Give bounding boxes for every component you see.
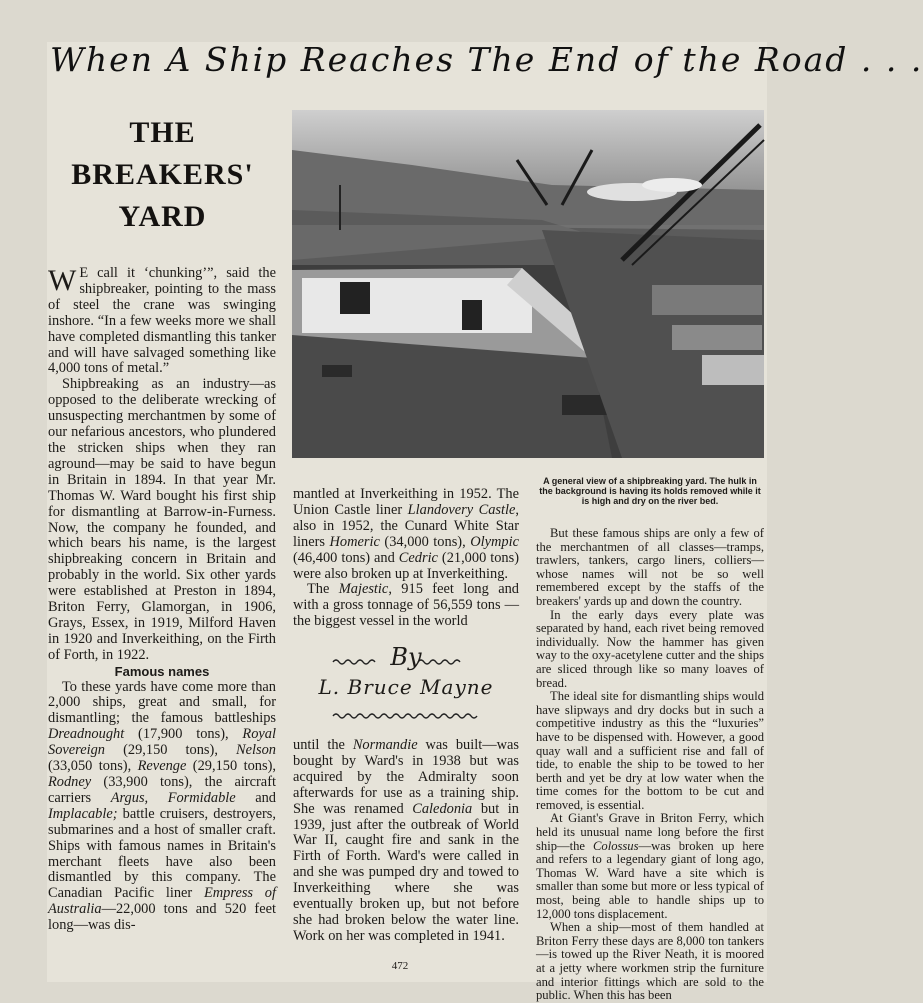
- shipbreaking-yard-photo: [292, 110, 764, 458]
- article-title: [50, 112, 275, 238]
- paragraph-famous-ships: To these yards have come more than 2,000 ships, great and small, for dismantling; the famous battleships Dreadnought (17,900 tons), Royal Sovereign (29,150 tons), Nelson (33,050 tons), Revenge (29,150 tons), Rodney (33,900 tons), the aircraft carriers Argus, Formidable and Implacable; battle cruisers, destroyers, submarines and a host of smaller craft. Ships with famous names in Britain's merchant fleets have also been dismantled by this company. The Canadian Pacific liner Empress of Australia—22,000 tons and 520 feet long—was dis-: [48, 678, 276, 934]
- title-line-2: BREAKERS': [71, 158, 254, 191]
- drop-cap: W: [48, 264, 77, 297]
- paragraph-history: Shipbreaking as an industry—as opposed to the deliberate wrecking of unsuspecting merchantmen by some of our nefarious ancestors, who plundered the stricken ships when they ran aground—may be said to have begun in Britain in 1894. In that year Mr. Thomas W. Ward bought his first ship for dismantling at Barrow-in-Furness. Now, the company he founded, and which bears his name, is the largest shipbreaking concern in Britain and probably in the world. Six other yards were established at Preston in 1894, Briton Ferry, Glamorgan, in 1906, Grays, Essex, in 1919, Milford Haven in 1920 and Inverkeithing, on the Firth of Forth, in 1922.: [48, 376, 276, 663]
- column-1: [48, 266, 276, 934]
- paragraph-briton-ferry: When a ship—most of them handled at Briton Ferry these days are 8,000 ton tankers—is towed up the River Neath, it is moored at a jetty where workmen strip the furniture and interior fittings which are sold to the public. When this has been: [536, 920, 764, 1003]
- paragraph-merchantmen: But these famous ships are only a few of the merchantmen of all classes—tramps, trawlers, tankers, cargo liners, colliers—whose names will not be so well remembered except by the staffs of the breakers' yards up and down the country.: [536, 526, 764, 608]
- title-line-1: THE: [129, 116, 196, 149]
- column-2-bottom: [293, 738, 519, 945]
- paragraph-ideal-site: The ideal site for dismantling ships would have slipways and dry docks but in such a competitive industry as this the “luxuries” have to be dispensed with. However, a good quay wall and a sufficient rise and fall of tide, to enable the ship to be towed to her berth and yet be dry at low water when the time comes for the bottom to be cut and removed, is essential.: [536, 689, 764, 812]
- column-2-top: [293, 487, 519, 630]
- photo-caption: A general view of a shipbreaking yard. The hulk in the background is having its holds removed while it is high and dry on the river bed.: [539, 476, 761, 506]
- opening-text: E call it ‘chunking’”, said the shipbreaker, pointing to the mass of steel the crane was swinging inshore. “In a few weeks more we shall have completed dismantling this tanker and will have salvaged something like 4,000 tons of metal.”: [48, 265, 276, 377]
- page-heading: When A Ship Reaches The End of the Road . . .: [50, 40, 923, 79]
- title-line-3: YARD: [118, 200, 207, 233]
- column-3: [536, 527, 764, 1003]
- subhead-famous-names: Famous names: [114, 663, 210, 679]
- byline-author: L. Bruce Mayne: [318, 675, 494, 699]
- paragraph-early-days: In the early days every plate was separated by hand, each rivet being removed individually. Now the hammer has given way to the oxy-acetylene cutter and the ships are sliced through like so many loaves of bread.: [536, 607, 764, 690]
- page-number: 472: [391, 960, 409, 972]
- paragraph-ships-broken: mantled at Inverkeithing in 1952. The Union Castle liner Llandovery Castle, also in 1952, the Cunard White Star liners Homeric (34,000 tons), Olympic (46,400 tons) and Cedric (21,000 tons) were also broken up at Inverkeithing.: [293, 486, 520, 582]
- paragraph-majestic: The Majestic, 915 feet long and with a gross tonnage of 56,559 tons —the biggest vessel in the world: [293, 581, 519, 630]
- paragraph-giants-grave: At Giant's Grave in Briton Ferry, which held its unusual name long before the first ship—the Colossus—was broken up here and refers to a legendary giant of long ago, Thomas W. Ward have a site which is smaller than some but more or less typical of most, being able to handle ships up to 12,000 tons displacement.: [536, 811, 764, 921]
- paragraph-normandie: until the Normandie was built—was bought by Ward's in 1938 but was acquired by the Admiralty soon afterwards for use as a training ship. She was renamed Caledonia but in 1939, just after the outbreak of World War II, caught fire and sank in the Firth of Forth. Ward's were called in and she was pumped dry and towed to Inverkeithing where she was eventually broken up, but not before she had broken below the water line. Work on her was completed in 1941.: [293, 737, 519, 944]
- byline: [293, 645, 519, 730]
- byline-by: By: [390, 643, 422, 671]
- opening-paragraph: [48, 266, 276, 377]
